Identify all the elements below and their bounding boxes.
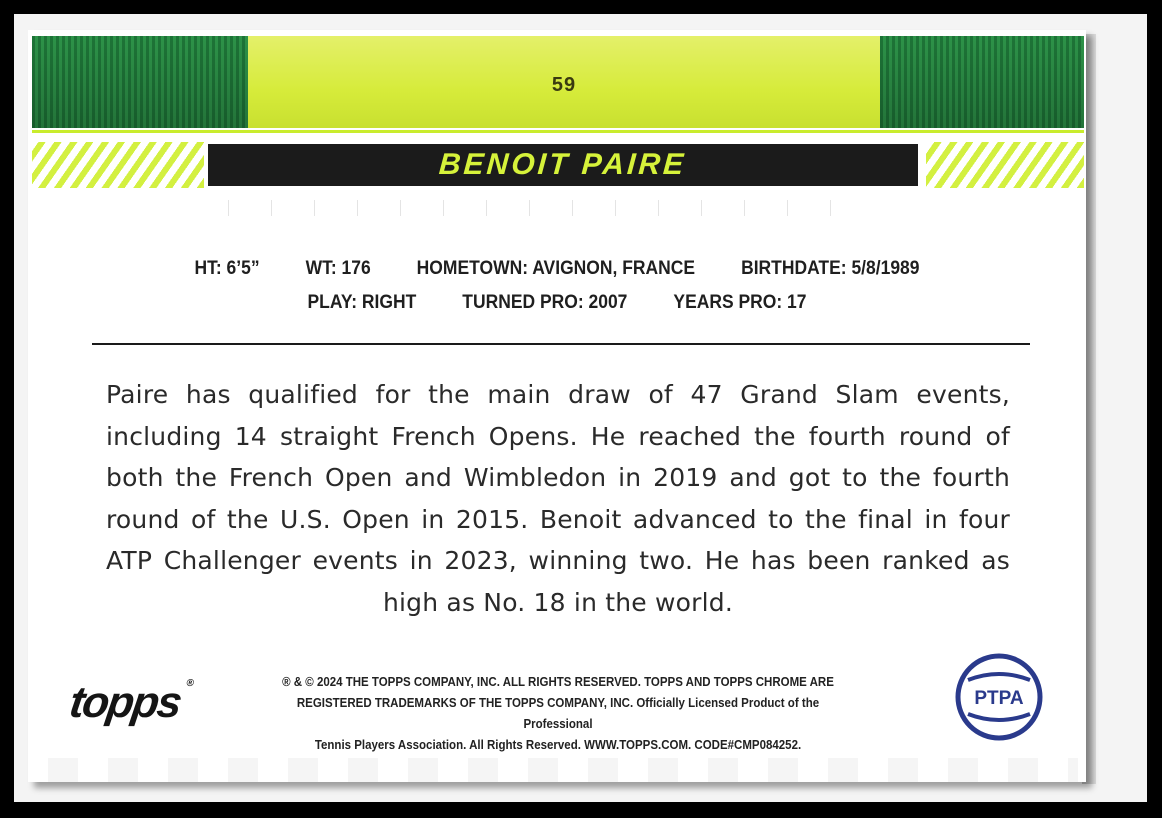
stats-row-1 [70,258,1043,280]
legal-text [264,672,853,756]
header-green-panel-left [32,36,248,128]
header-yellow-panel [248,36,880,128]
section-rule [92,343,1030,345]
stat-weight: WT: 176 [305,258,371,279]
legal-line-3: Tennis Players Association. All Rights Reserved. WWW.TOPPS.COM. CODE#CMP084252. [314,738,802,752]
player-bio: Paire has qualified for the main draw of 47 Grand Slam events, including 14 straight French Opens. He reached the fourth round of both the French Open and Wimbledon in 2019 and got to the fourth round of the U.S. Open in 2015. Benoit advanced to the final in four ATP Challenger events in 2023, winning two. He has been ranked as high as No. 18 in the world. [106,380,1010,617]
header-green-panel-right [880,36,1084,128]
trading-card-back [28,30,1086,782]
player-name: BENOIT PAIRE [438,148,688,181]
stat-height: HT: 6’5” [194,258,260,279]
bottom-texture [48,758,1078,782]
legal-line-1: ® & © 2024 THE TOPPS COMPANY, INC. ALL RIGHTS RESERVED. TOPPS AND TOPPS CHROME ARE [282,675,834,689]
stat-turned-pro: TURNED PRO: 2007 [462,292,628,313]
ptpa-logo [954,652,1044,742]
stats-row-2 [70,292,1043,314]
diagonal-stripes-right [926,142,1084,188]
stat-years-pro: YEARS PRO: 17 [673,292,807,313]
dash-pattern [228,200,868,216]
stat-play: PLAY: RIGHT [307,292,417,313]
topps-logo: topps ® [66,678,195,727]
player-name-bar [208,144,918,186]
diagonal-stripes-left [32,142,204,188]
svg-text:PTPA: PTPA [974,688,1024,709]
stat-hometown: HOMETOWN: AVIGNON, FRANCE [416,258,696,279]
legal-line-2: REGISTERED TRADEMARKS OF THE TOPPS COMPANY, INC. Officially Licensed Product of the Professional [296,696,820,731]
card-number: 59 [551,74,577,96]
header-divider [32,130,1084,133]
stat-birthdate: BIRTHDATE: 5/8/1989 [741,258,920,279]
